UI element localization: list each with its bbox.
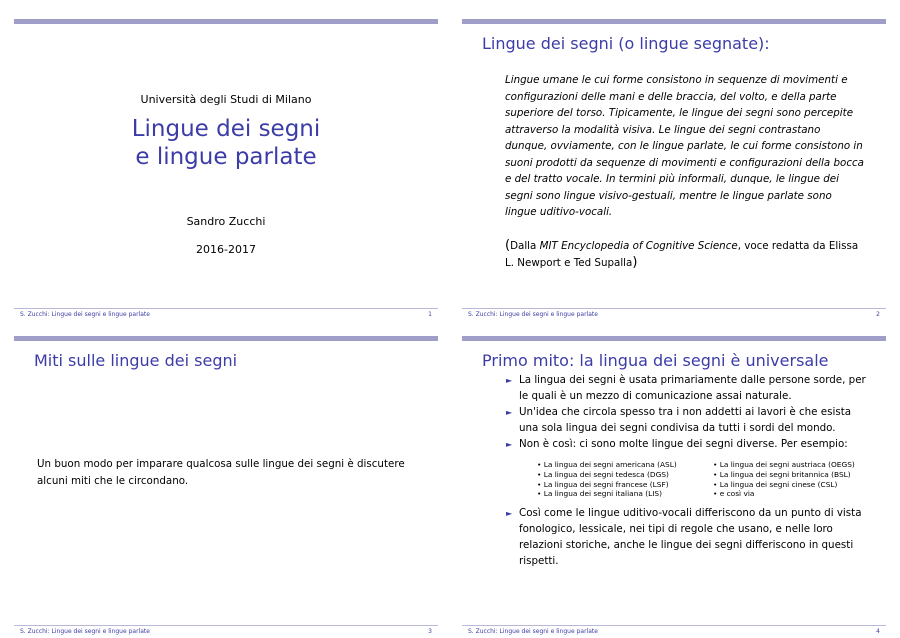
example-text: La lingua dei segni austriaca (OEGS) [719, 460, 855, 469]
footer-text: S. Zucchi: Lingue dei segni e lingue parlate [20, 311, 150, 318]
example-text: La lingua dei segni britannica (BSL) [719, 469, 851, 479]
example-item [537, 460, 713, 470]
footer-text: S. Zucchi: Lingue dei segni e lingue parlate [468, 311, 598, 318]
example-text: La lingua dei segni cinese (CSL) [719, 479, 838, 489]
title-line-2: e lingue parlate [135, 144, 317, 170]
list-item-text: La lingua dei segni è usata primariamente dalle persone sorde, per le quali è un mezzo di comunicazione assai naturale. [519, 374, 866, 402]
title-line-1: Lingue dei segni [131, 116, 321, 142]
list-item [506, 372, 866, 404]
example-text: La lingua dei segni americana (ASL) [543, 460, 677, 469]
list-item-text: Non è così: ci sono molte lingue dei segni diverse. Per esempio: [519, 438, 848, 450]
page-number: 4 [876, 628, 880, 635]
frame-title: Primo mito: la lingua dei segni è universale [482, 351, 829, 370]
example-item [537, 489, 713, 499]
footer-text: S. Zucchi: Lingue dei segni e lingue parlate [468, 628, 598, 635]
sign-language-examples [537, 460, 866, 499]
slide-footer [462, 625, 886, 638]
author-name: Sandro Zucchi [186, 215, 266, 228]
slide-header-bar [14, 19, 438, 24]
slide-header-bar [14, 336, 438, 341]
dot-bullet-icon: • [537, 469, 542, 479]
slide-header-bar [462, 336, 886, 341]
slide-body-text: Un buon modo per imparare qualcosa sulle lingue dei segni è discutere alcuni miti che le circondano. [37, 458, 405, 487]
slide-footer [14, 625, 438, 638]
triangle-bullet-icon: ► [506, 408, 513, 417]
frame-title: Miti sulle lingue dei segni [34, 351, 238, 370]
footer-text: S. Zucchi: Lingue dei segni e lingue parlate [20, 628, 150, 635]
dot-bullet-icon: • [537, 460, 542, 469]
frame-title: Lingue dei segni (o lingue segnate): [482, 34, 770, 53]
list-item-text: Così come le lingue uditivo-vocali differiscono da un punto di vista fonologico, lessicale, nei tipi di regole che usano, e nelle loro relazioni storiche, anche le lingue dei segni differiscono in questi rispetti. [519, 507, 862, 568]
example-item [537, 480, 713, 490]
quote-source [505, 238, 865, 271]
source-suffix: , voce redatta da Elissa L. Newport e Ted Supalla [505, 240, 859, 269]
source-work-title: MIT Encyclopedia of Cognitive Science [539, 240, 738, 252]
example-text: La lingua dei segni tedesca (DGS) [543, 469, 669, 479]
list-item-text: Un'idea che circola spesso tra i non addetti ai lavori è che esista una sola lingua dei segni condivisa da tutti i sordi del mondo. [519, 406, 852, 434]
bullet-list [506, 372, 866, 569]
dot-bullet-icon: • [713, 479, 718, 489]
example-item [713, 489, 889, 499]
dot-bullet-icon: • [537, 479, 542, 489]
example-text: La lingua dei segni italiana (LIS) [543, 489, 663, 499]
dot-bullet-icon: • [713, 489, 718, 499]
definition-quote: Lingue umane le cui forme consistono in sequenze di movimenti e configurazioni delle mani e delle braccia, del volto, e della parte superiore del torso. Tipicamente, le lingue dei segni sono percepite attraverso la modalità visiva. Le lingue dei segni contrastano dunque, ovviamente, con le lingue parlate, le cui forme consistono in suoni prodotti da sequenze di movimenti e configurazioni della bocca e del tratto vocale. In termini più informali, dunque, le lingue dei segni sono lingue visivo-gestuali, mentre le lingue parlate sono lingue uditivo-vocali. [505, 74, 864, 218]
source-close-paren: ) [632, 254, 638, 270]
slide-header-bar [462, 19, 886, 24]
source-open-paren: ( [505, 238, 511, 253]
list-item [506, 404, 866, 436]
example-text: La lingua dei segni francese (LSF) [543, 479, 669, 489]
example-item [537, 470, 713, 480]
slide-footer [14, 308, 438, 321]
slide-3 [14, 336, 438, 638]
slide-footer [462, 308, 886, 321]
university-name: Università degli Studi di Milano [140, 93, 312, 106]
dot-bullet-icon: • [713, 460, 718, 469]
academic-year: 2016-2017 [196, 243, 256, 256]
list-item [506, 436, 866, 499]
triangle-bullet-icon: ► [506, 376, 513, 385]
slide-4 [462, 336, 886, 638]
dot-bullet-icon: • [713, 469, 718, 479]
presentation-title [14, 115, 438, 171]
dot-bullet-icon: • [537, 489, 542, 499]
page-number: 2 [876, 311, 880, 318]
example-item [713, 480, 889, 490]
example-item [713, 460, 889, 470]
triangle-bullet-icon: ► [506, 509, 513, 519]
page-number: 1 [428, 311, 432, 318]
source-prefix: Dalla [510, 240, 540, 252]
example-text: e così via [719, 489, 755, 499]
example-item [713, 470, 889, 480]
triangle-bullet-icon: ► [506, 440, 513, 449]
list-item [506, 505, 866, 569]
page-number: 3 [428, 628, 432, 635]
slide-2 [462, 19, 886, 321]
slide-1 [14, 19, 438, 321]
